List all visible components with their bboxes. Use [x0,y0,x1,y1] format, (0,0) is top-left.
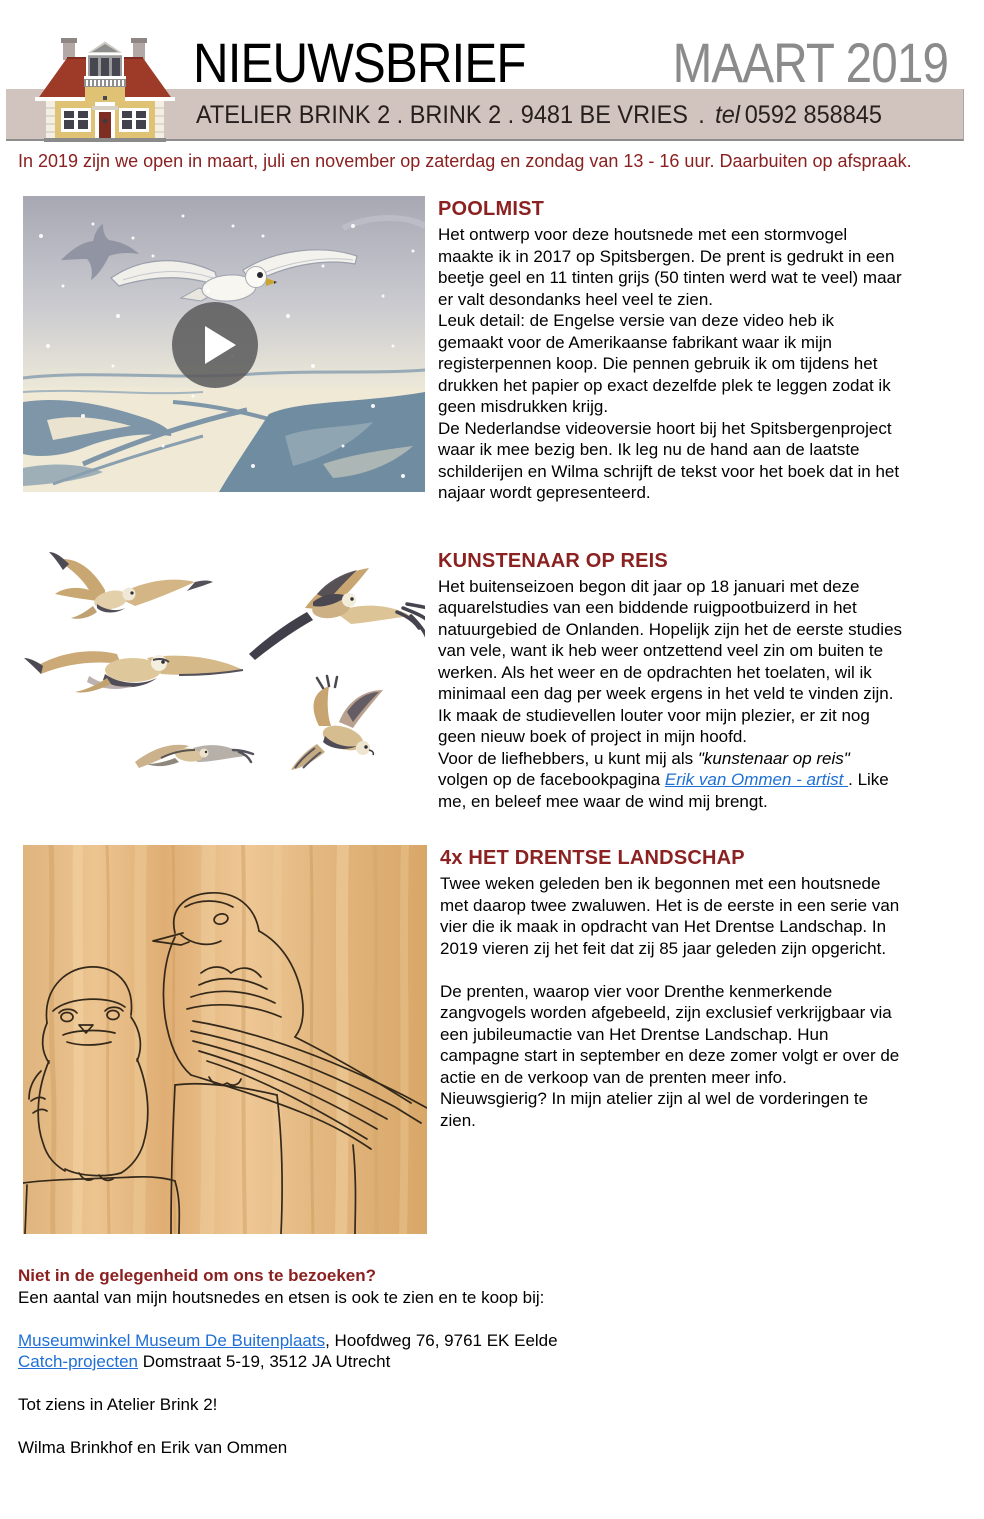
play-icon[interactable] [172,302,258,388]
kunstenaar-paragraph [438,576,966,813]
footer-intro-line: Een aantal van mijn houtsnedes en etsen is ook te zien en te koop bij: [18,1287,545,1307]
tel-label: tel [715,101,740,129]
text-run: volgen op de facebookpagina [438,770,665,789]
museum-buitenplaats-link[interactable]: Museumwinkel Museum De Buitenplaats [18,1330,326,1350]
kunstenaar-copy [438,548,966,813]
poolmist-paragraph: Het ontwerp voor deze houtsnede met een stormvogel maakte ik in 2017 op Spitsbergen. De prent is gedrukt in een beetje geel en 11 tinten grijs (50 tinten werd wat te veel) maar er valt desondanks heel veel te zien. Leuk detail: de Engelse versie van deze video heb ik gemaakt voor de Amerikaanse fabrikant waar ik mijn registerpennen koop. Die pennen gebruik ik om tijdens het drukken het papier op exact dezelfde plek te leggen zodat ik geen misdrukken krijg. De Nederlandse videoversie hoort bij het Spitsbergenproject waar ik mee bezig ben. Ik leg nu de hand aan de laatste schilderijen en Wilma schrijft de tekst voor het boek dat in het najaar wordt gepresenteerd. [438,225,902,502]
footer-heading: Niet in de gelegenheid om ons te bezoeken? [18,1266,377,1285]
shop-list [18,1330,966,1373]
shop-address: Domstraat 5-19, 3512 JA Utrecht [138,1352,391,1371]
address-separator: . [698,101,705,129]
buzzard-watercolour-studies-image [23,548,425,808]
newsletter-header [0,0,984,142]
shop-address: , Hoofdweg 76, 9761 EK Eelde [325,1330,558,1350]
text-run: . Like [848,770,889,789]
facebook-page-link[interactable]: Erik van Ommen - artist [664,770,849,789]
text-run: me, en beleef mee waar de wind mij brengt. [438,791,768,811]
catch-projecten-link[interactable]: Catch-projecten [18,1352,139,1371]
section-poolmist [23,196,966,504]
section-heading-drentse: 4x HET DRENTSE LANDSCHAP [440,847,745,869]
section-kunstenaar-op-reis [23,548,966,813]
drentse-paragraph-1: Twee weken geleden ben ik begonnen met een houtsnede met daarop twee zwaluwen. Het is de eerste in een serie van vier die ik maak in opdracht van Het Drentse Landschap. In 2019 vieren zij het feit dat zij 85 jaar geleden zijn opgericht. [440,874,900,958]
tel-number: 0592 858845 [744,101,882,129]
address-text: ATELIER BRINK 2 . BRINK 2 . 9481 BE VRIES [196,101,688,129]
section-heading-poolmist: POOLMIST [438,198,545,220]
section-drentse-landschap [23,845,966,1234]
signature-line: Wilma Brinkhof en Erik van Ommen [18,1438,288,1457]
newsletter-title: NIEUWSBRIEF [193,31,526,94]
text-run: Voor de liefhebbers, u kunt mij als [438,748,698,768]
issue-date: MAART 2019 [672,31,948,94]
quoted-phrase: "kunstenaar op reis" [697,748,850,768]
drentse-copy [440,845,966,1131]
kunstenaar-lines: Het buitenseizoen begon dit jaar op 18 januari met deze aquarelstudies van een biddende ruigpootbuizerd in het natuurgebied de Onlanden. Hopelijk zijn het de eerste studies van vele, want ik heb weer ontzettend veel zin om buiten te werken. Als het weer en de opdrachten het toelaten, wil ik minimaal een dag per week ergens in het veld te vinden zijn. Ik maak de studievellen louter voor mijn plezier, er zit nog geen nieuw boek of project in mijn hoofd. [438,576,903,746]
poolmist-copy [438,196,966,504]
footer [18,1265,966,1459]
section-heading-kunstenaar: KUNSTENAAR OP REIS [438,549,668,572]
house-logo-icon [34,38,176,142]
drentse-paragraph-2: De prenten, waarop vier voor Drenthe kenmerkende zangvogels worden afgebeeld, zijn exclusief verkrijgbaar via een jubileumactie van Het Drentse Landschap. Hun campagne start in september en deze zomer volgt er over de actie en de verkoop van de prenten meer info. Nieuwsgierig? In mijn atelier zijn al wel de vorderingen te zien. [440,981,900,1130]
woodblock-two-swallows-image [23,845,427,1234]
poolmist-video-thumbnail[interactable] [23,196,425,492]
opening-hours-line: In 2019 zijn we open in maart, juli en november op zaterdag en zondag van 13 - 16 uur. Daarbuiten op afspraak. [18,151,912,171]
closing-line: Tot ziens in Atelier Brink 2! [18,1395,218,1414]
address-line [196,101,882,129]
